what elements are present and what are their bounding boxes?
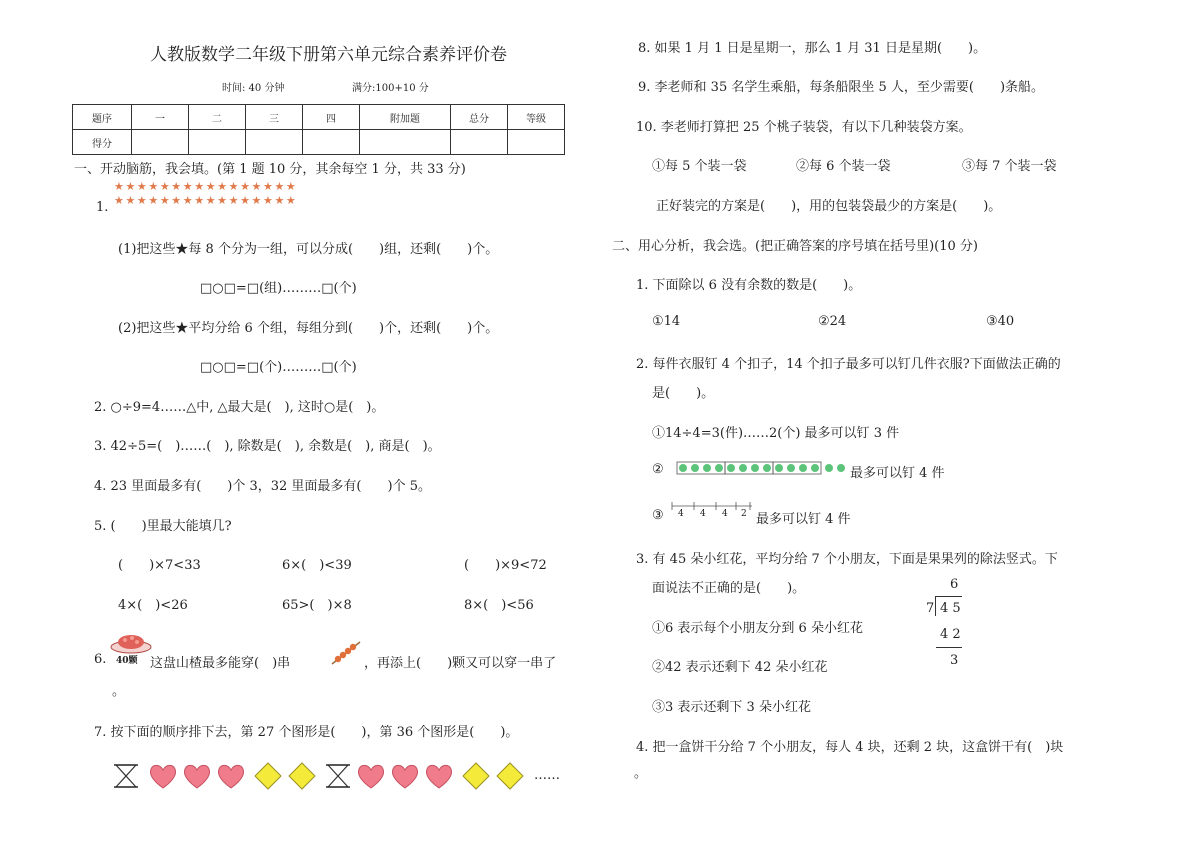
hawthorn-plate-icon xyxy=(110,632,152,654)
q10-answer: 正好装完的方案是( )，用的包装袋最少的方案是( )。 xyxy=(656,199,1002,214)
number-line-label: 2 xyxy=(741,509,747,519)
q5-item: ( )×7<33 xyxy=(118,558,201,573)
number-line-label: 4 xyxy=(678,509,684,519)
division-product: 4 2 xyxy=(940,627,961,642)
heart-icon xyxy=(182,762,212,790)
q5-item: 65>( )×8 xyxy=(282,598,352,613)
exam-time: 时间: 40 分钟 xyxy=(222,83,285,94)
division-divisor: 7 xyxy=(926,601,935,616)
score-input-cell[interactable] xyxy=(303,130,360,155)
q2: 2. ○÷9=4……△中, △最大是( ), 这时○是( )。 xyxy=(94,400,385,415)
division-remainder: 3 xyxy=(950,653,959,668)
choice-2-line-2: 是( )。 xyxy=(652,386,715,401)
hawthorn-skewer-icon xyxy=(330,640,362,666)
score-input-cell[interactable] xyxy=(451,130,508,155)
heart-icon xyxy=(216,762,246,790)
q6-text-b: ，再添上( )颗又可以穿一串了 xyxy=(364,656,557,671)
choice-2-option-3-label: ③ xyxy=(652,508,664,523)
q8: 8. 如果 1 月 1 日是星期一，那么 1 月 31 日是星期( )。 xyxy=(638,41,987,56)
q10-option: ③每 7 个装一袋 xyxy=(962,159,1057,174)
q5-item: 6×( )<39 xyxy=(282,558,352,573)
q10: 10. 李老师打算把 25 个桃子装袋，有以下几种装袋方案。 xyxy=(636,120,972,135)
score-row-label: 得分 xyxy=(73,130,132,155)
q7: 7. 按下面的顺序排下去，第 27 个图形是( )，第 36 个图形是( )。 xyxy=(94,725,519,740)
q6-text-a: 这盘山楂最多能穿( )串 xyxy=(150,656,291,671)
q6-number: 6. xyxy=(94,652,107,667)
q1-part-b: (2)把这些★平均分给 6 个组，每组分到( )个，还剩( )个。 xyxy=(118,321,499,336)
score-header-cell: 总分 xyxy=(451,105,508,130)
score-header-cell: 四 xyxy=(303,105,360,130)
choice-2-line-1: 2. 每件衣服钉 4 个扣子，14 个扣子最多可以钉几件衣服?下面做法正确的 xyxy=(636,357,1061,372)
heart-icon xyxy=(390,762,420,790)
score-table-score-row xyxy=(73,130,565,155)
score-input-cell[interactable] xyxy=(360,130,451,155)
score-input-cell[interactable] xyxy=(189,130,246,155)
q1-number: 1. xyxy=(96,200,109,215)
page-title: 人教版数学二年级下册第六单元综合素养评价卷 xyxy=(150,45,507,65)
choice-2-option-1: ①14÷4=3(件)……2(个) 最多可以钉 3 件 xyxy=(652,426,900,441)
q1-part-a-equation: □○□=□(组)………□(个) xyxy=(200,281,357,296)
score-header-cell: 附加题 xyxy=(360,105,451,130)
heart-icon xyxy=(356,762,386,790)
choice-3-line-1: 3. 有 45 朵小红花，平均分给 7 个小朋友，下面是果果列的除法竖式。下 xyxy=(636,552,1058,567)
diamond-icon xyxy=(462,762,490,790)
score-input-cell[interactable] xyxy=(508,130,565,155)
choice-2-option-2-text: 最多可以钉 4 件 xyxy=(850,466,945,481)
choice-2-option-2-label: ② xyxy=(652,462,664,477)
q5: 5. ( )里最大能填几? xyxy=(94,519,232,534)
number-line-label: 4 xyxy=(700,509,706,519)
q10-option: ①每 5 个装一袋 xyxy=(652,159,747,174)
choice-4-end: 。 xyxy=(634,766,648,781)
section-1-heading: 一、开动脑筋，我会填。(第 1 题 10 分，其余每空 1 分，共 33 分) xyxy=(74,162,466,177)
buttons-bead-diagram xyxy=(676,460,848,476)
choice-3-option-2: ②42 表示还剩下 42 朵小红花 xyxy=(652,660,828,675)
diamond-icon xyxy=(288,762,316,790)
plate-label: 40颗 xyxy=(116,656,138,666)
score-input-cell[interactable] xyxy=(246,130,303,155)
q1-part-a: (1)把这些★每 8 个分为一组，可以分成( )组，还剩( )个。 xyxy=(118,242,499,257)
choice-1-option: ②24 xyxy=(818,314,847,329)
q9: 9. 李老师和 35 名学生乘船，每条船限坐 5 人，至少需要( )条船。 xyxy=(638,80,1045,95)
q10-option: ②每 6 个装一袋 xyxy=(796,159,891,174)
choice-1-option: ③40 xyxy=(986,314,1015,329)
stars-row-1: ★★★★★★★★★★★★★★★★ xyxy=(114,180,298,193)
division-dividend: 4 5 xyxy=(940,601,961,616)
q5-item: 4×( )<26 xyxy=(118,598,188,613)
choice-3-line-2: 面说法不正确的是( )。 xyxy=(652,581,806,596)
choice-3-option-3: ③3 表示还剩下 3 朵小红花 xyxy=(652,700,811,715)
score-table xyxy=(72,104,565,155)
choice-4: 4. 把一盒饼干分给 7 个小朋友，每人 4 块，还剩 2 块，这盒饼干有( )块 xyxy=(636,740,1064,755)
exam-full-score: 满分:100+10 分 xyxy=(352,83,429,94)
q6-end: 。 xyxy=(112,684,126,699)
score-table-header-row xyxy=(73,105,565,130)
stars-row-2: ★★★★★★★★★★★★★★★★ xyxy=(114,194,298,207)
choice-3-option-1: ①6 表示每个小朋友分到 6 朵小红花 xyxy=(652,621,863,636)
diamond-icon xyxy=(254,762,282,790)
hourglass-icon xyxy=(324,762,352,790)
choice-2-option-3-text: 最多可以钉 4 件 xyxy=(756,512,851,527)
score-header-cell: 等级 xyxy=(508,105,565,130)
score-input-cell[interactable] xyxy=(132,130,189,155)
score-header-cell: 三 xyxy=(246,105,303,130)
q4: 4. 23 里面最多有( )个 3，32 里面最多有( )个 5。 xyxy=(94,479,431,494)
score-header-cell: 题序 xyxy=(73,105,132,130)
choice-1: 1. 下面除以 6 没有余数的数是( )。 xyxy=(636,278,862,293)
sequence-ellipsis: …… xyxy=(534,768,560,783)
score-header-cell: 一 xyxy=(132,105,189,130)
q1-part-b-equation: □○□=□(个)………□(个) xyxy=(200,360,357,375)
heart-icon xyxy=(424,762,454,790)
heart-icon xyxy=(148,762,178,790)
q5-item: ( )×9<72 xyxy=(464,558,547,573)
diamond-icon xyxy=(496,762,524,790)
section-2-heading: 二、用心分析，我会选。(把正确答案的序号填在括号里)(10 分) xyxy=(612,239,978,254)
q5-item: 8×( )<56 xyxy=(464,598,534,613)
q3: 3. 42÷5=( )……( ), 除数是( ), 余数是( ), 商是( )。 xyxy=(94,439,441,454)
number-line-label: 4 xyxy=(722,509,728,519)
hourglass-icon xyxy=(112,762,140,790)
score-header-cell: 二 xyxy=(189,105,246,130)
choice-1-option: ①14 xyxy=(652,314,681,329)
division-quotient: 6 xyxy=(950,577,959,592)
